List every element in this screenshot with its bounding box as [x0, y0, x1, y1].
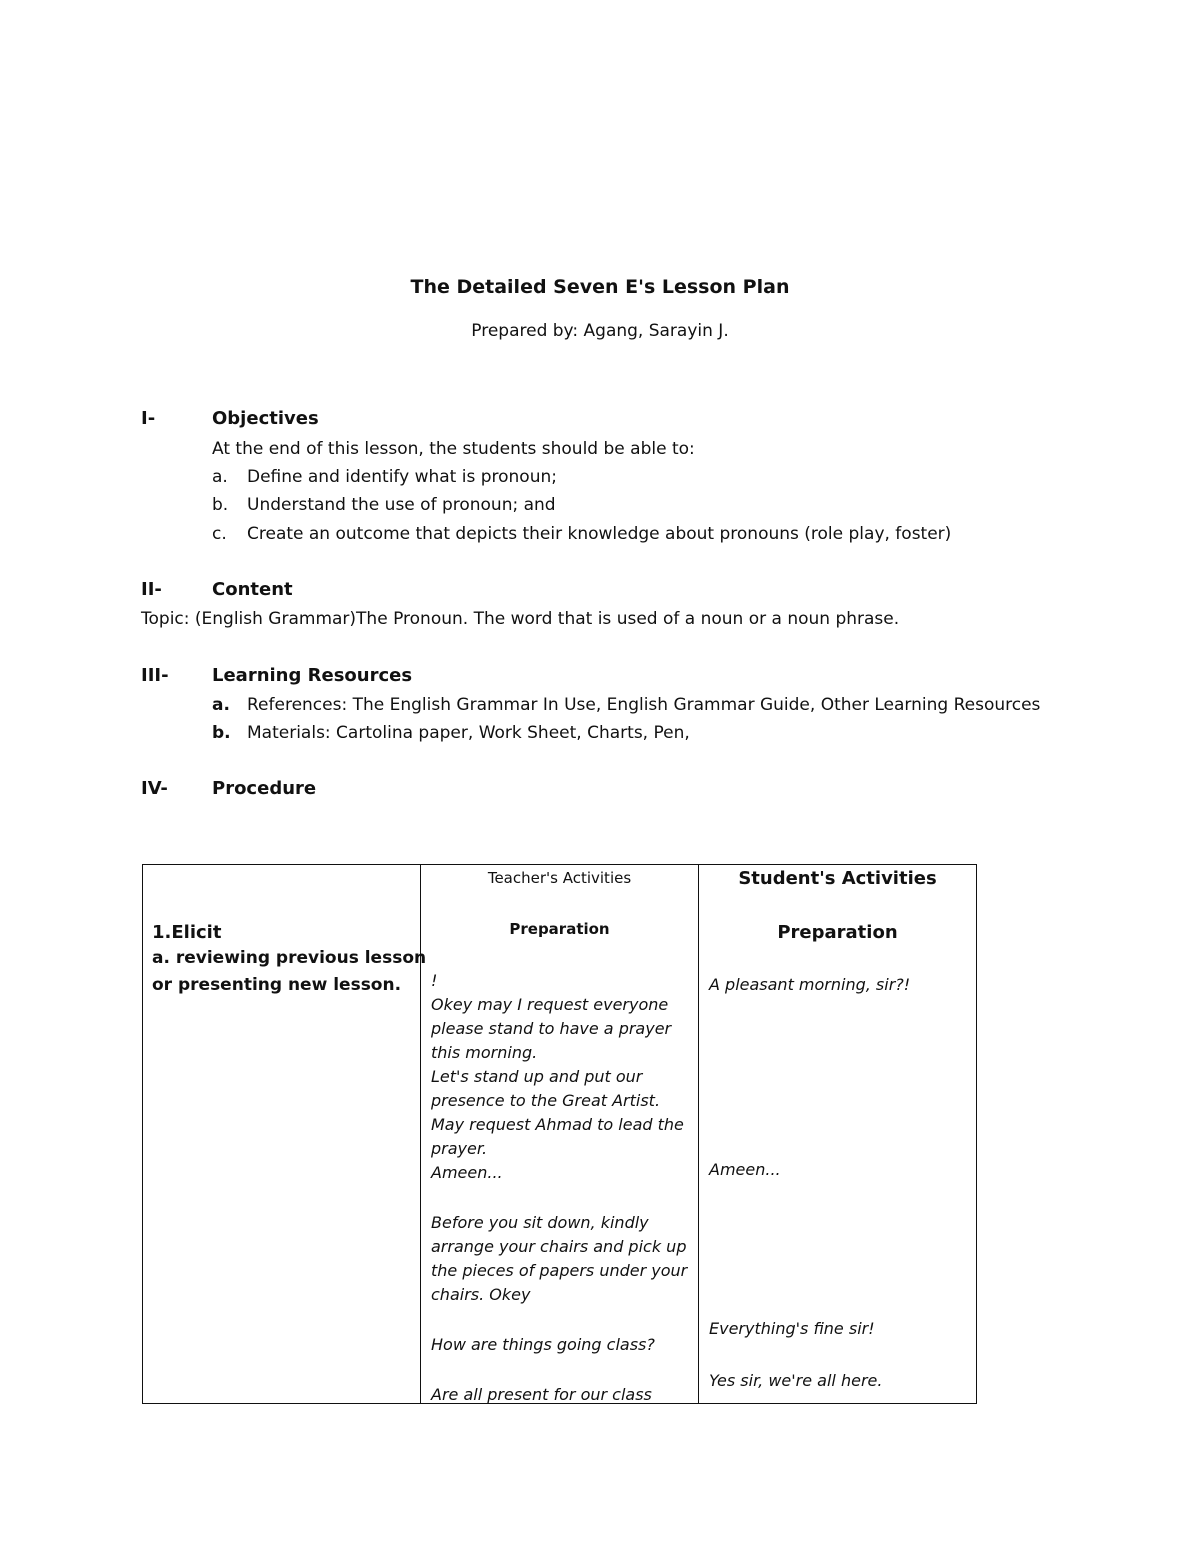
teacher-line: Ameen...: [431, 1163, 503, 1182]
student-activities-cell: [699, 865, 977, 1404]
item-label: b.: [212, 495, 229, 515]
objective-item: [212, 467, 557, 487]
section-number: IV-: [141, 778, 168, 799]
teacher-line: !: [431, 971, 438, 990]
objectives-intro: At the end of this lesson, the students should be able to:: [212, 439, 695, 459]
section-number: III-: [141, 665, 169, 686]
objective-item: [212, 495, 556, 515]
item-text: Materials: Cartolina paper, Work Sheet, Charts, Pen,: [247, 723, 690, 743]
section-heading: Objectives: [212, 408, 319, 429]
teacher-line: May request Ahmad to lead the: [431, 1115, 684, 1134]
item-label: a.: [212, 695, 230, 715]
procedure-table: [142, 864, 977, 1404]
teacher-line: arrange your chairs and pick up: [431, 1237, 687, 1256]
resource-item: [212, 695, 1040, 715]
item-text: Understand the use of pronoun; and: [247, 495, 556, 515]
objective-item: [212, 524, 951, 544]
teacher-line: Okey may I request everyone: [431, 995, 669, 1014]
student-line: A pleasant morning, sir?!: [709, 975, 911, 994]
teacher-line: this morning.: [431, 1043, 538, 1062]
item-label: c.: [212, 524, 227, 544]
stage-desc-line: a. reviewing previous lesson: [152, 948, 427, 968]
teacher-line: Are all present for our class: [431, 1385, 652, 1404]
item-text: References: The English Grammar In Use, English Grammar Guide, Other Learning Resources: [247, 695, 1041, 715]
student-subheader: Preparation: [777, 922, 898, 943]
item-text: Create an outcome that depicts their knowledge about pronouns (role play, foster): [247, 524, 952, 544]
section-number: I-: [141, 408, 156, 429]
stage-title: 1.Elicit: [152, 922, 222, 943]
teacher-header: Teacher's Activities: [487, 869, 632, 887]
stage-desc-line: or presenting new lesson.: [152, 975, 402, 995]
teacher-line: Let's stand up and put our: [431, 1067, 643, 1086]
student-line: Yes sir, we're all here.: [709, 1371, 883, 1390]
item-label: b.: [212, 723, 231, 743]
teacher-subheader: Preparation: [509, 920, 610, 938]
teacher-line: chairs. Okey: [431, 1285, 531, 1304]
teacher-line: please stand to have a prayer: [431, 1019, 672, 1038]
student-header: Student's Activities: [738, 868, 937, 889]
teacher-script: [431, 969, 693, 1407]
teacher-line: presence to the Great Artist.: [431, 1091, 661, 1110]
item-label: a.: [212, 467, 228, 487]
teacher-line: prayer.: [431, 1139, 488, 1158]
student-line: Ameen...: [709, 1160, 781, 1179]
section-number: II-: [141, 579, 162, 600]
teacher-activities-cell: [421, 865, 699, 1404]
item-text: Define and identify what is pronoun;: [247, 467, 557, 487]
prepared-by: Prepared by: Agang, Sarayin J.: [471, 321, 729, 341]
section-heading: Procedure: [212, 778, 317, 799]
student-line: Everything's fine sir!: [709, 1319, 875, 1338]
table-row: [143, 865, 977, 1404]
content-topic: Topic: (English Grammar)The Pronoun. The word that is used of a noun or a noun phrase.: [141, 609, 900, 629]
teacher-line: Before you sit down, kindly: [431, 1213, 649, 1232]
section-heading: Content: [212, 579, 293, 600]
stage-cell: [143, 865, 427, 1404]
section-heading: Learning Resources: [212, 665, 413, 686]
document-title: The Detailed Seven E's Lesson Plan: [410, 276, 790, 298]
teacher-line: the pieces of papers under your: [431, 1261, 688, 1280]
teacher-line: How are things going class?: [431, 1335, 655, 1354]
resource-item: [212, 723, 690, 743]
